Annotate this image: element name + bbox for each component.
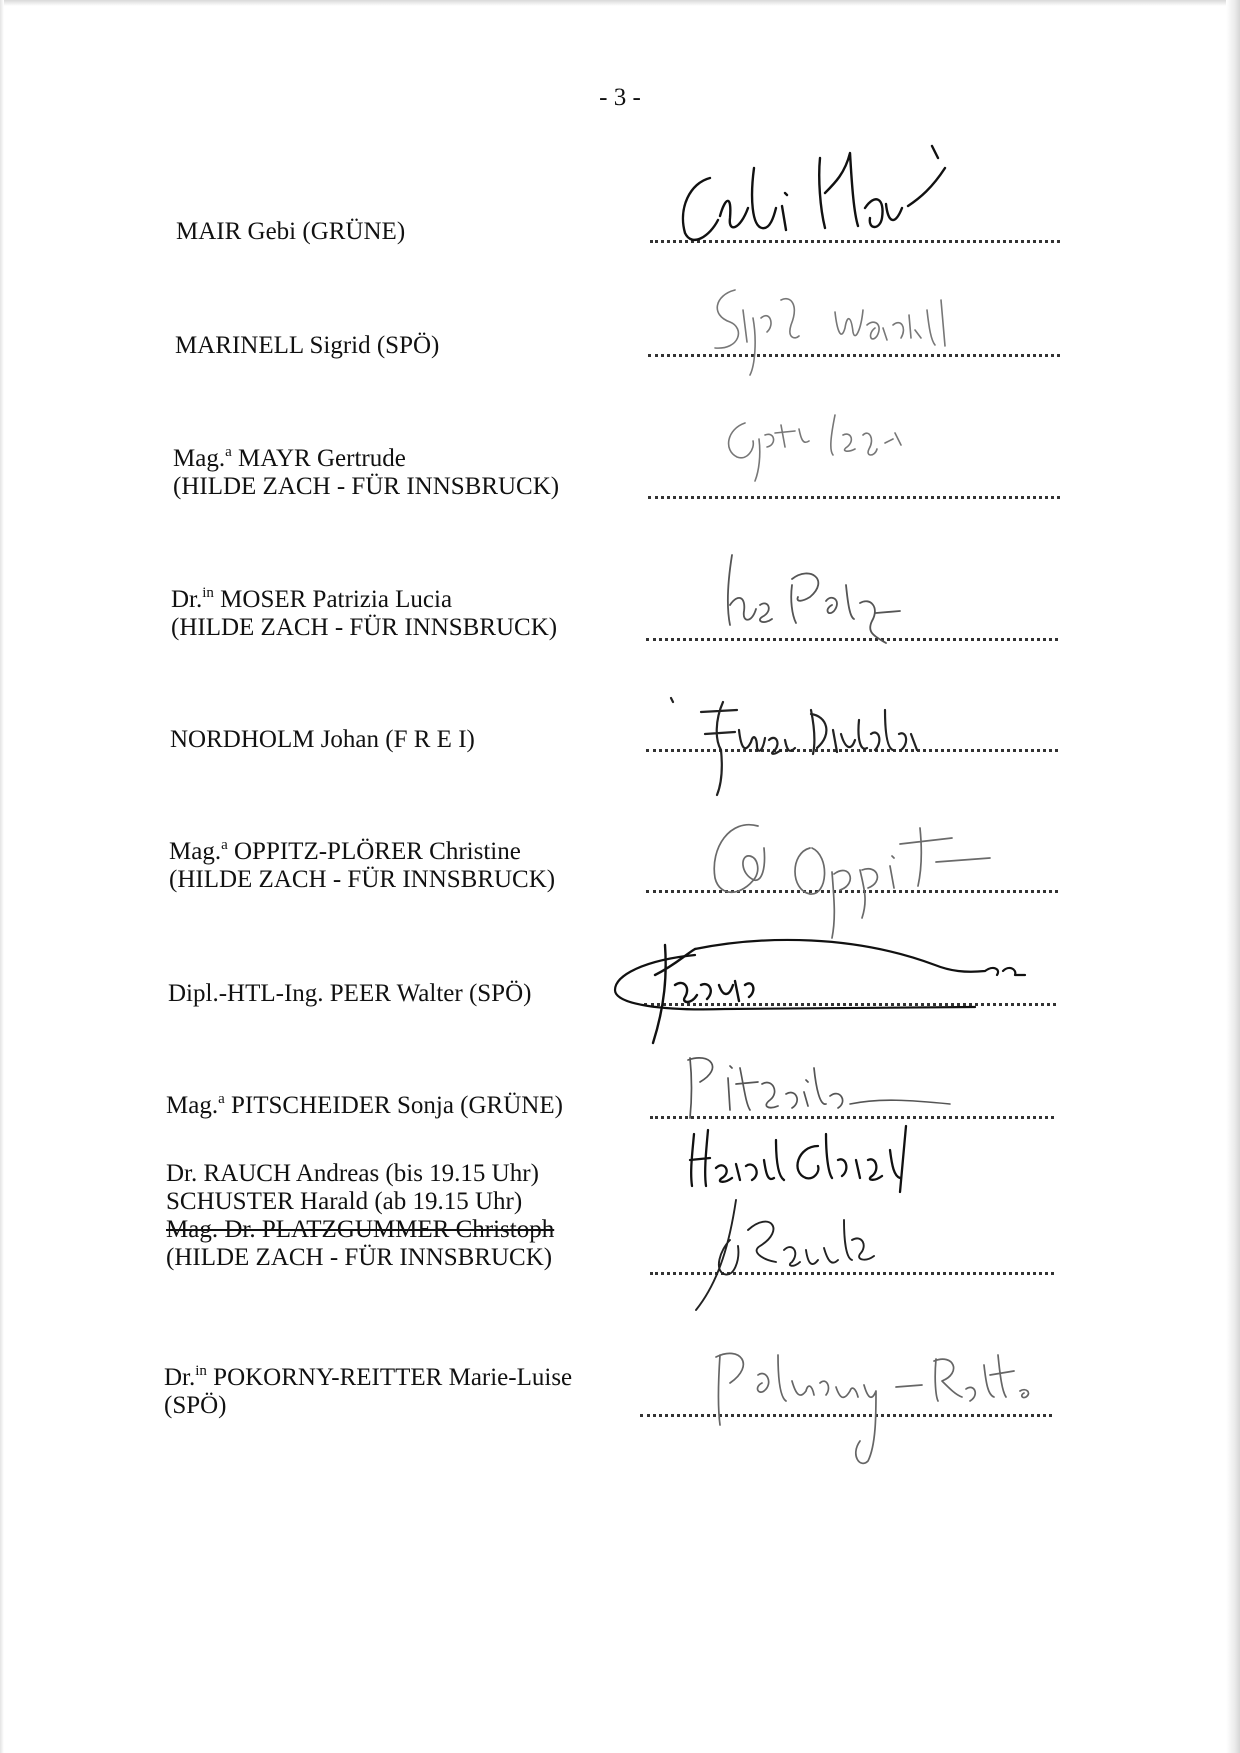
signatory-name-line — [169, 838, 555, 866]
signatory-name-line — [166, 1092, 563, 1120]
page-number: - 3 - — [599, 84, 641, 111]
signatory-entry — [169, 838, 555, 894]
signature-oppitz — [700, 808, 1000, 948]
signatory-name: MARINELL Sigrid (SPÖ) — [175, 332, 440, 359]
signatory-entry — [171, 586, 557, 642]
signatory-name-struck: Mag. Dr. PLATZGUMMER Christoph — [166, 1216, 555, 1243]
signature-marinell — [695, 270, 985, 380]
signatory-entry — [170, 726, 475, 754]
signatory-party: (HILDE ZACH - FÜR INNSBRUCK) — [169, 866, 556, 893]
signatory-name: POKORNY-REITTER Marie-Luise — [206, 1364, 573, 1391]
signature-pitscheider — [680, 1048, 980, 1128]
signatory-name: MAYR Gertrude — [231, 445, 406, 472]
scan-edge-left — [0, 0, 4, 1753]
signatory-name: Dipl.-HTL-Ing. PEER Walter (SPÖ) — [168, 980, 532, 1007]
signature-line — [648, 496, 1060, 499]
signatory-entry — [173, 445, 559, 501]
title-prefix: Dr. — [164, 1364, 196, 1391]
signatory-name-line — [171, 586, 557, 614]
signature-mayr — [715, 405, 935, 485]
signatory-party: (SPÖ) — [164, 1392, 227, 1419]
title-prefix: Mag. — [169, 838, 222, 865]
signature-pokorny-reitter — [700, 1335, 1070, 1475]
signatory-name-line — [164, 1364, 572, 1392]
signatory-name: MAIR Gebi (GRÜNE) — [176, 218, 406, 245]
signature-moser — [700, 545, 940, 655]
title-prefix: Dr. — [171, 586, 203, 613]
signatory-entry — [166, 1092, 563, 1120]
title-superscript: a — [221, 837, 228, 853]
title-superscript: a — [218, 1091, 225, 1107]
signatory-name: SCHUSTER Harald (ab 19.15 Uhr) — [166, 1188, 523, 1215]
signature-schuster — [680, 1120, 990, 1200]
signatory-name-line — [173, 445, 559, 473]
signatory-name: Dr. RAUCH Andreas (bis 19.15 Uhr) — [166, 1160, 539, 1187]
signatory-name: MOSER Patrizia Lucia — [213, 586, 453, 613]
title-prefix: Mag. — [166, 1092, 219, 1119]
signatory-entry — [175, 332, 439, 360]
signature-rauch — [690, 1190, 930, 1320]
signatory-party: (HILDE ZACH - FÜR INNSBRUCK) — [166, 1244, 553, 1271]
signatory-name: OPPITZ-PLÖRER Christine — [227, 838, 521, 865]
signature-peer — [605, 935, 1025, 1045]
scan-edge-right — [1226, 0, 1240, 1753]
signature-nordholm — [665, 690, 975, 800]
signatory-entry — [166, 1160, 554, 1272]
title-superscript: in — [202, 585, 214, 601]
signatory-party: (HILDE ZACH - FÜR INNSBRUCK) — [173, 473, 560, 500]
signature-mair — [670, 138, 970, 248]
signatory-entry — [164, 1364, 572, 1420]
signatory-name: NORDHOLM Johan (F R E I) — [170, 726, 475, 753]
title-superscript: a — [225, 444, 232, 460]
signatory-entry — [176, 218, 405, 246]
title-prefix: Mag. — [173, 445, 226, 472]
signatory-name: PITSCHEIDER Sonja (GRÜNE) — [224, 1092, 563, 1119]
scan-edge-top — [0, 0, 1240, 6]
signatory-entry — [168, 980, 531, 1008]
title-superscript: in — [195, 1363, 207, 1379]
signatory-party: (HILDE ZACH - FÜR INNSBRUCK) — [171, 614, 558, 641]
